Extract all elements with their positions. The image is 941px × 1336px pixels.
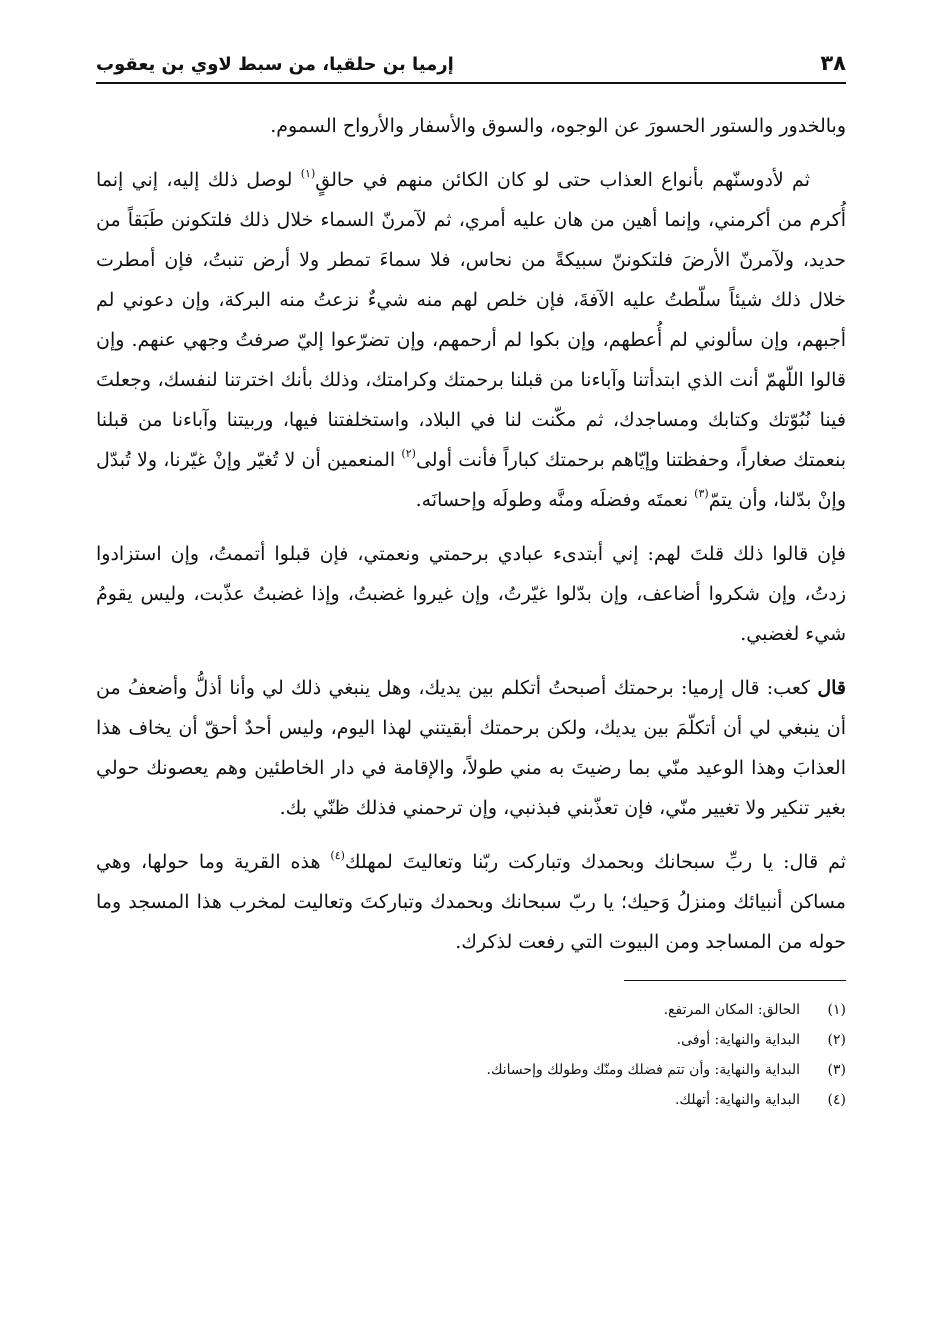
paragraph-5 — [96, 842, 846, 962]
paragraph-4 — [96, 668, 846, 828]
book-page — [96, 50, 846, 1115]
paragraph-2 — [96, 160, 846, 520]
footnote-ref-4: (٤) — [330, 849, 345, 862]
footnote-ref-3: (٣) — [694, 487, 709, 500]
footnote-3 — [96, 1055, 846, 1085]
footnote-number: (٢) — [827, 1032, 846, 1048]
footnote-4 — [96, 1085, 846, 1115]
footnote-1 — [96, 995, 846, 1025]
footnote-ref-2: (٢) — [401, 447, 416, 460]
footnote-text: البداية والنهاية: وأن تتم فضلك ومنّك وطولك وإحسانك. — [486, 1062, 800, 1078]
footnote-text: البداية والنهاية: أتهلك. — [674, 1092, 800, 1108]
footnote-ref-1: (١) — [300, 167, 316, 180]
paragraph-3 — [96, 534, 846, 654]
footnote-separator — [624, 980, 846, 981]
footnote-number: (٤) — [827, 1092, 846, 1108]
paragraph-1-text: وبالخدور والستور الحسورَ عن الوجوه، والسوق والأسفار والأرواح السموم. — [270, 115, 846, 137]
paragraph-2-part-2: لوصل ذلك إليه، إني إنما أُكرم من أكرمني، وإنما أهين من هان عليه أمري، ثم لآمرنّ السماء خلال ذلك فلتكونن طَبَقاً من حديد، ولآمرنّ الأرضَ فلتكوننّ سبيكةً من نحاس، فلا سماءَ تمطر ولا أرض تنبتُ، فإن أمطرت خلال ذلك شيئاً سلّطتُ عليه الآفةَ، فإن خلص لهم منه شيءٌ نزعتُ منه البركة، وإن دعوني لم أجبهم، وإن سألوني لم أُعطهم، وإن بكوا لم أرحمهم، وإن تضرّعوا إليّ صرفتُ وجهي عنهم. وإن قالوا اللّهمّ أنت الذي ابتدأتنا وآباءنا من قبلنا برحمتك وكرامتك، وذلك بأنك اخترتنا لنفسك، وجعلتَ فينا نُبُوّتك وكتابك ومساجدك، ثم مكّنت لنا في البلاد، واستخلفتنا فيها، وربيتنا وآباءنا من قبلنا بنعمتك صغاراً، وحفظتنا وإيّاهم برحمتك كباراً فأنت أولى — [96, 169, 846, 471]
footnote-text: الحالق: المكان المرتفع. — [663, 1002, 800, 1018]
paragraph-1 — [96, 106, 846, 146]
paragraph-2-part-1: ثم لأدوسنّهم بأنواع العذاب حتى لو كان الكائن منهم في حالقٍ — [315, 169, 810, 191]
paragraph-3-text: فإن قالوا ذلك قلتَ لهم: إني أبتدىء عبادي برحمتي ونعمتي، فإن قبلوا أتممتُ، وإن استزادوا زدتُ، وإن شكروا أضاعف، وإن بدّلوا غيّرتُ، وإن غيروا غضبتُ، وإذا غضبتُ عذّبت، وليس يقومُ شيء لغضبي. — [96, 543, 846, 645]
footnote-text: البداية والنهاية: أوفى. — [676, 1032, 800, 1048]
page-header — [96, 50, 846, 84]
paragraph-5-part-1: ثم قال: يا ربِّ سبحانك وبحمدك وتباركت ربّنا وتعاليتَ لمهلك — [344, 851, 847, 873]
speaker-label: قال — [817, 677, 846, 699]
footnote-number: (١) — [827, 1002, 846, 1018]
footnote-2 — [96, 1025, 846, 1055]
paragraph-5-part-2: هذه القرية وما حولها، وهي مساكن أنبيائك ومنزلُ وَحيك؛ يا ربّ سبحانك وبحمدك وتباركتَ وتعاليت لمخرب هذا المسجد وما حوله من المساجد ومن البيوت التي رفعت لذكرك. — [96, 851, 846, 953]
running-title: إرميا بن حلقيا، من سبط لاوي بن يعقوب — [96, 54, 454, 75]
footnote-number: (٣) — [827, 1062, 846, 1078]
main-text — [96, 106, 846, 962]
paragraph-4-text: كعب: قال إرميا: برحمتك أصبحتُ أتكلم بين يديك، وهل ينبغي ذلك لي وأنا أذلُّ وأضعفُ من أن ينبغي لي أن أتكلّمَ بين يديك، ولكن برحمتك أبقيتني لهذا اليوم، وليس أحدٌ أحقّ أن يخاف هذا العذابَ وهذا الوعيد منّي بما رضيتَ به مني طولاً، والإقامة في دار الخاطئين وهم يعصونك حولي بغير تنكير ولا تغيير منّي، فإن تعذّبني فبذنبي، وإن ترحمني فذلك ظنّي بك. — [96, 677, 846, 819]
footnotes — [96, 995, 846, 1115]
paragraph-2-part-3: المنعمين أن لا تُغيّر وإنْ غيّرنا، ولا تُبدّل وإنْ بدّلنا، وأن يتمّ — [96, 449, 846, 511]
page-number: ٣٨ — [820, 51, 846, 75]
paragraph-2-part-4: نعمتَه وفضلَه ومنَّه وطولَه وإحسانَه. — [415, 489, 695, 511]
